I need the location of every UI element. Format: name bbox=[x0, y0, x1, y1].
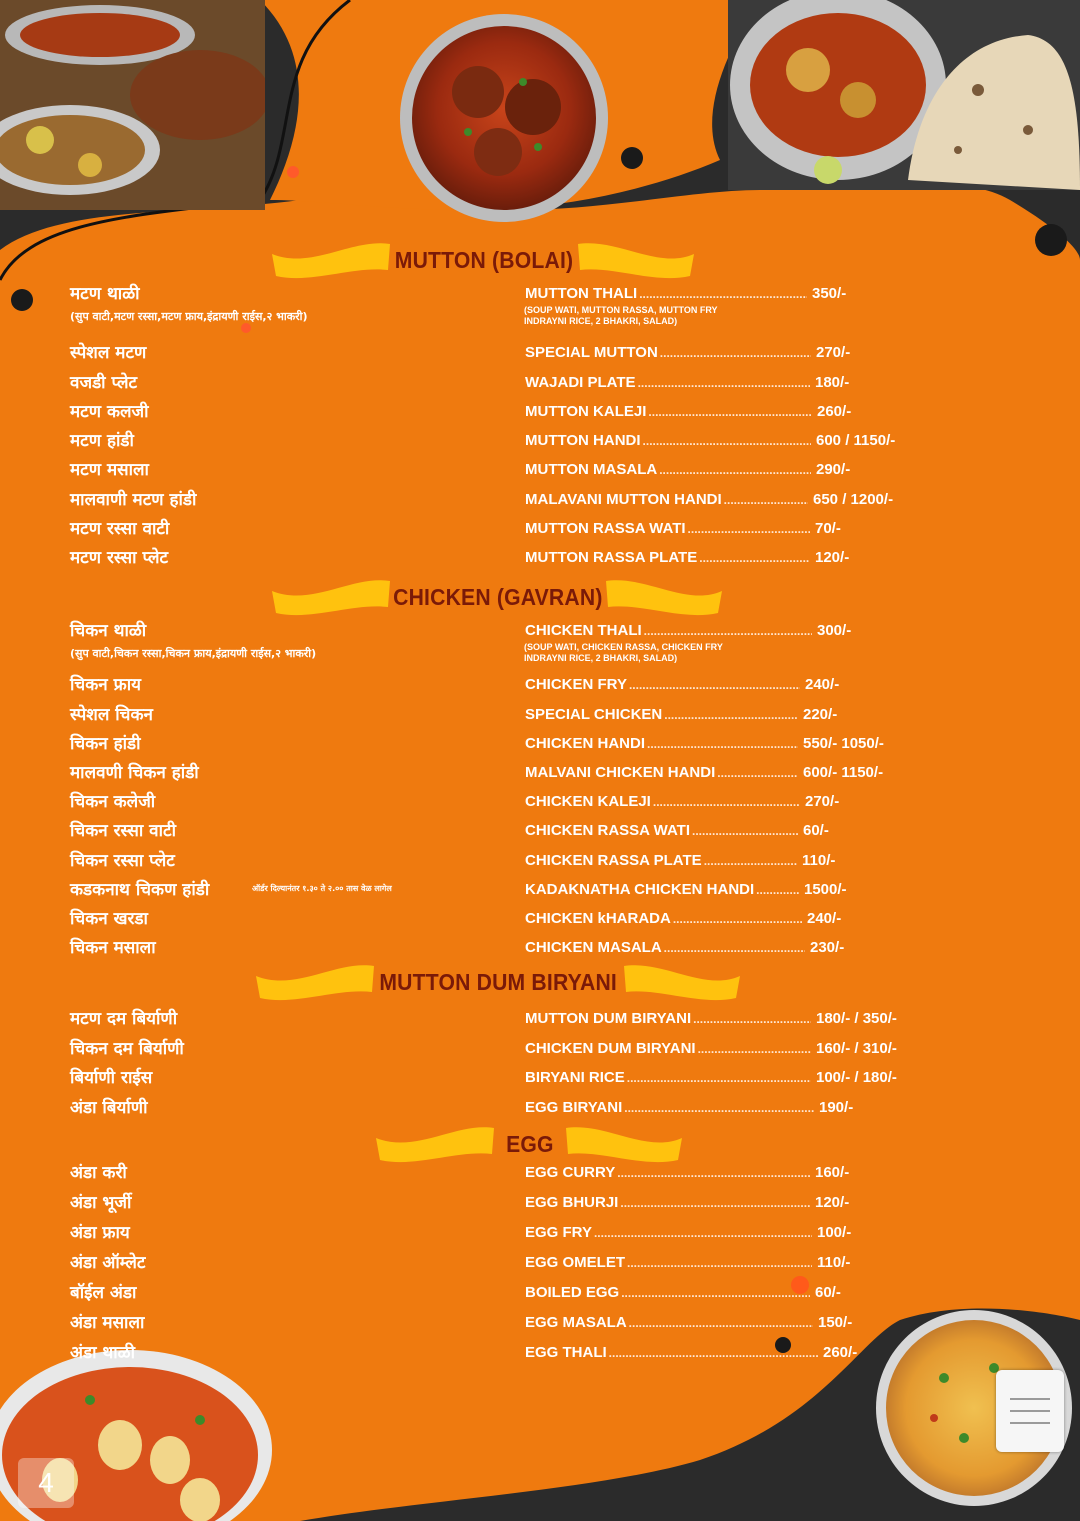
item-name-english bbox=[525, 706, 798, 723]
item-name-marathi: अंडा करी bbox=[70, 1163, 127, 1183]
section-title-chicken: CHICKEN (GAVRAN) bbox=[393, 583, 603, 610]
item-name-marathi: चिकन खरडा bbox=[70, 909, 148, 929]
item-name-english bbox=[525, 939, 805, 956]
item-name-text: CHICKEN FRY bbox=[525, 676, 627, 693]
dot-leader bbox=[620, 1196, 810, 1210]
item-name-marathi: कडकनाथ चिकण हांडी bbox=[70, 880, 210, 900]
item-name-english bbox=[525, 1314, 813, 1331]
dot-leader bbox=[724, 493, 808, 507]
item-name-text: CHICKEN RASSA WATI bbox=[525, 822, 690, 839]
item-name-english bbox=[525, 520, 810, 537]
item-price: 300/- bbox=[817, 622, 852, 639]
dot-leader bbox=[692, 824, 798, 838]
item-name-marathi: चिकन कलेजी bbox=[70, 792, 156, 812]
item-name-marathi: मटण रस्सा प्लेट bbox=[70, 548, 169, 568]
dot-leader bbox=[664, 708, 798, 722]
item-name-english bbox=[525, 735, 798, 752]
menu-line bbox=[1010, 1398, 1050, 1400]
item-price: 110/- bbox=[817, 1254, 851, 1271]
item-price: 70/- bbox=[815, 520, 841, 537]
dot-leader bbox=[688, 522, 810, 536]
item-name-english bbox=[525, 403, 812, 420]
dot-leader bbox=[648, 405, 812, 419]
item-description-english-1: (SOUP WATI, CHICKEN RASSA, CHICKEN FRY bbox=[524, 642, 723, 652]
item-price: 180/- bbox=[815, 374, 850, 391]
item-name-marathi: स्पेशल मटण bbox=[70, 343, 147, 363]
item-description-english-1: (SOUP WATI, MUTTON RASSA, MUTTON FRY bbox=[524, 305, 718, 315]
item-name-english bbox=[525, 793, 800, 810]
item-name-english bbox=[525, 461, 811, 478]
item-name-english bbox=[525, 1069, 811, 1086]
item-name-text: MUTTON RASSA PLATE bbox=[525, 549, 698, 566]
dot-leader bbox=[704, 854, 797, 868]
item-price: 220/- bbox=[803, 706, 838, 723]
dot-leader bbox=[660, 346, 811, 360]
item-name-text: MALVANI CHICKEN HANDI bbox=[525, 764, 716, 781]
item-name-marathi: मालवाणी मटण हांडी bbox=[70, 490, 197, 510]
item-price: 120/- bbox=[815, 1194, 850, 1211]
item-name-marathi: स्पेशल चिकन bbox=[70, 705, 153, 725]
item-name-english bbox=[525, 1099, 814, 1116]
dot-leader bbox=[594, 1226, 812, 1240]
item-name-english bbox=[525, 1194, 810, 1211]
item-name-text: CHICKEN RASSA PLATE bbox=[525, 852, 702, 869]
item-name-text: BOILED EGG bbox=[525, 1284, 620, 1301]
dot-leader bbox=[617, 1166, 810, 1180]
item-name-english bbox=[525, 285, 807, 302]
item-name-text: SPECIAL MUTTON bbox=[525, 344, 658, 361]
item-name-text: EGG FRY bbox=[525, 1224, 592, 1241]
dot-leader bbox=[717, 766, 798, 780]
item-price: 290/- bbox=[816, 461, 851, 478]
item-name-english bbox=[525, 432, 811, 449]
item-name-english bbox=[525, 1254, 812, 1271]
item-price: 270/- bbox=[816, 344, 851, 361]
hamburger-menu-button[interactable] bbox=[996, 1370, 1064, 1452]
item-name-text: EGG BIRYANI bbox=[525, 1099, 623, 1116]
item-name-english bbox=[525, 1040, 811, 1057]
dot-leader bbox=[643, 434, 811, 448]
section-title-biryani: MUTTON DUM BIRYANI bbox=[379, 968, 617, 995]
item-price: 160/- bbox=[815, 1164, 850, 1181]
item-name-english bbox=[525, 1224, 812, 1241]
menu-line bbox=[1010, 1422, 1050, 1424]
section-title-egg: EGG bbox=[506, 1130, 554, 1157]
item-name-text: EGG CURRY bbox=[525, 1164, 616, 1181]
item-name-marathi: चिकन दम बिर्याणी bbox=[70, 1039, 184, 1059]
item-name-text: BIRYANI RICE bbox=[525, 1069, 625, 1086]
item-name-marathi: चिकन हांडी bbox=[70, 734, 141, 754]
item-name-english bbox=[525, 822, 798, 839]
item-name-marathi: मटण रस्सा वाटी bbox=[70, 519, 170, 539]
item-name-marathi: अंडा फ्राय bbox=[70, 1223, 130, 1243]
item-name-text: CHICKEN THALI bbox=[525, 622, 642, 639]
ribbon-left-mutton bbox=[272, 240, 390, 280]
item-description-english-2: INDRAYNI RICE, 2 BHAKRI, SALAD) bbox=[524, 653, 678, 663]
item-price: 180/- / 350/- bbox=[816, 1010, 897, 1027]
item-name-marathi: अंडा बिर्याणी bbox=[70, 1098, 148, 1118]
item-name-english bbox=[525, 1284, 810, 1301]
item-price: 270/- bbox=[805, 793, 840, 810]
dot-leader bbox=[609, 1346, 818, 1360]
item-name-marathi: बिर्याणी राईस bbox=[70, 1068, 153, 1088]
item-price: 110/- bbox=[802, 852, 836, 869]
dot-leader bbox=[639, 287, 807, 301]
item-note: ऑर्डर दिल्यानंतर १.३० ते २.०० तास वेळ लागेल bbox=[252, 884, 392, 893]
mutton-platter-photo bbox=[0, 0, 265, 210]
ribbon-left-egg bbox=[376, 1124, 494, 1164]
dot-leader bbox=[627, 1256, 812, 1270]
item-description-marathi: (सुप वाटी,मटण रस्सा,मटण फ्राय,इंद्रायणी राईस,२ भाकरी) bbox=[70, 310, 308, 323]
item-name-text: CHICKEN MASALA bbox=[525, 939, 662, 956]
item-name-text: CHICKEN KALEJI bbox=[525, 793, 651, 810]
item-name-english bbox=[525, 676, 800, 693]
item-price: 100/- bbox=[817, 1224, 852, 1241]
dot-leader bbox=[693, 1012, 811, 1026]
item-name-english bbox=[525, 622, 812, 639]
item-name-text: EGG THALI bbox=[525, 1344, 607, 1361]
item-name-marathi: अंडा भूर्जी bbox=[70, 1193, 132, 1213]
item-name-text: CHICKEN kHARADA bbox=[525, 910, 671, 927]
ribbon-right-mutton bbox=[578, 240, 694, 280]
dot-leader bbox=[629, 678, 800, 692]
item-price: 1500/- bbox=[804, 881, 847, 898]
dot-leader bbox=[629, 1316, 813, 1330]
item-name-english bbox=[525, 491, 808, 508]
ribbon-left-biryani bbox=[256, 962, 374, 1002]
item-description-english-2: INDRAYNI RICE, 2 BHAKRI, SALAD) bbox=[524, 316, 678, 326]
ribbon-right-biryani bbox=[624, 962, 740, 1002]
dot-leader bbox=[698, 1042, 811, 1056]
item-name-marathi: मटण मसाला bbox=[70, 460, 149, 480]
item-price: 60/- bbox=[803, 822, 829, 839]
dot-leader bbox=[627, 1071, 811, 1085]
item-name-text: KADAKNATHA CHICKEN HANDI bbox=[525, 881, 755, 898]
item-price: 350/- bbox=[812, 285, 847, 302]
page-number-badge: 4 bbox=[18, 1458, 74, 1508]
dot-leader bbox=[756, 883, 799, 897]
item-name-text: CHICKEN HANDI bbox=[525, 735, 645, 752]
item-price: 150/- bbox=[818, 1314, 853, 1331]
item-name-text: EGG BHURJI bbox=[525, 1194, 619, 1211]
item-price: 650 / 1200/- bbox=[813, 491, 894, 508]
item-name-marathi: मटण हांडी bbox=[70, 431, 134, 451]
item-price: 240/- bbox=[807, 910, 842, 927]
item-name-english bbox=[525, 1010, 811, 1027]
item-name-marathi: वजडी प्लेट bbox=[70, 373, 138, 393]
item-name-marathi: अंडा थाळी bbox=[70, 1343, 135, 1363]
item-price: 240/- bbox=[805, 676, 840, 693]
dot-leader bbox=[638, 376, 810, 390]
item-name-text: MUTTON DUM BIRYANI bbox=[525, 1010, 692, 1027]
item-name-marathi: मालवणी चिकन हांडी bbox=[70, 763, 199, 783]
item-name-marathi: अंडा ऑम्लेट bbox=[70, 1253, 146, 1273]
item-name-english bbox=[525, 1344, 818, 1361]
item-name-marathi: चिकन फ्राय bbox=[70, 675, 141, 695]
item-price: 190/- bbox=[819, 1099, 854, 1116]
item-name-marathi: मटण थाळी bbox=[70, 284, 140, 304]
dot-leader bbox=[653, 795, 800, 809]
chicken-curry-bhakri-photo bbox=[728, 0, 1080, 190]
mutton-curry-bowl-photo bbox=[398, 12, 610, 224]
menu-line bbox=[1010, 1410, 1050, 1412]
item-price: 600 / 1150/- bbox=[816, 432, 896, 449]
item-price: 260/- bbox=[817, 403, 852, 420]
item-name-text: MUTTON RASSA WATI bbox=[525, 520, 686, 537]
item-name-text: MUTTON HANDI bbox=[525, 432, 641, 449]
item-name-english bbox=[525, 1164, 810, 1181]
dot-leader bbox=[647, 737, 798, 751]
item-name-marathi: मटण दम बिर्याणी bbox=[70, 1009, 178, 1029]
item-name-text: MUTTON MASALA bbox=[525, 461, 658, 478]
item-name-text: EGG OMELET bbox=[525, 1254, 626, 1271]
item-name-text: WAJADI PLATE bbox=[525, 374, 636, 391]
item-price: 600/- 1150/- bbox=[803, 764, 884, 781]
item-name-text: EGG MASALA bbox=[525, 1314, 627, 1331]
dot-leader bbox=[621, 1286, 810, 1300]
item-name-marathi: मटण कलजी bbox=[70, 402, 149, 422]
item-name-marathi: बॉईल अंडा bbox=[70, 1283, 137, 1303]
item-name-english bbox=[525, 881, 799, 898]
item-name-english bbox=[525, 344, 811, 361]
item-name-english bbox=[525, 910, 802, 927]
dot-leader bbox=[659, 463, 811, 477]
dot-leader bbox=[624, 1101, 814, 1115]
item-name-text: MUTTON THALI bbox=[525, 285, 638, 302]
ribbon-left-chicken bbox=[272, 577, 390, 617]
item-price: 60/- bbox=[815, 1284, 841, 1301]
section-title-mutton: MUTTON (BOLAI) bbox=[394, 246, 574, 273]
item-price: 260/- bbox=[823, 1344, 858, 1361]
item-price: 120/- bbox=[815, 549, 850, 566]
item-name-english bbox=[525, 374, 810, 391]
dot-leader bbox=[673, 912, 802, 926]
item-name-english bbox=[525, 549, 810, 566]
item-name-marathi: अंडा मसाला bbox=[70, 1313, 145, 1333]
item-name-text: MUTTON KALEJI bbox=[525, 403, 647, 420]
item-name-text: CHICKEN DUM BIRYANI bbox=[525, 1040, 696, 1057]
dot-leader bbox=[644, 624, 812, 638]
item-name-marathi: चिकन थाळी bbox=[70, 621, 147, 641]
item-name-marathi: चिकन रस्सा वाटी bbox=[70, 821, 176, 841]
item-price: 160/- / 310/- bbox=[816, 1040, 897, 1057]
item-price: 230/- bbox=[810, 939, 845, 956]
item-name-text: MALAVANI MUTTON HANDI bbox=[525, 491, 722, 508]
item-price: 550/- 1050/- bbox=[803, 735, 884, 752]
item-name-text: SPECIAL CHICKEN bbox=[525, 706, 663, 723]
item-name-marathi: चिकन मसाला bbox=[70, 938, 156, 958]
ribbon-right-egg bbox=[566, 1124, 682, 1164]
ribbon-right-chicken bbox=[606, 577, 722, 617]
item-price: 100/- / 180/- bbox=[816, 1069, 897, 1086]
item-name-english bbox=[525, 764, 798, 781]
item-name-english bbox=[525, 852, 797, 869]
item-name-marathi: चिकन रस्सा प्लेट bbox=[70, 851, 175, 871]
dot-leader bbox=[699, 551, 810, 565]
dot-leader bbox=[664, 941, 805, 955]
item-description-marathi: (सुप वाटी,चिकन रस्सा,चिकन फ्राय,इंद्रायणी राईस,२ भाकरी) bbox=[70, 647, 317, 660]
